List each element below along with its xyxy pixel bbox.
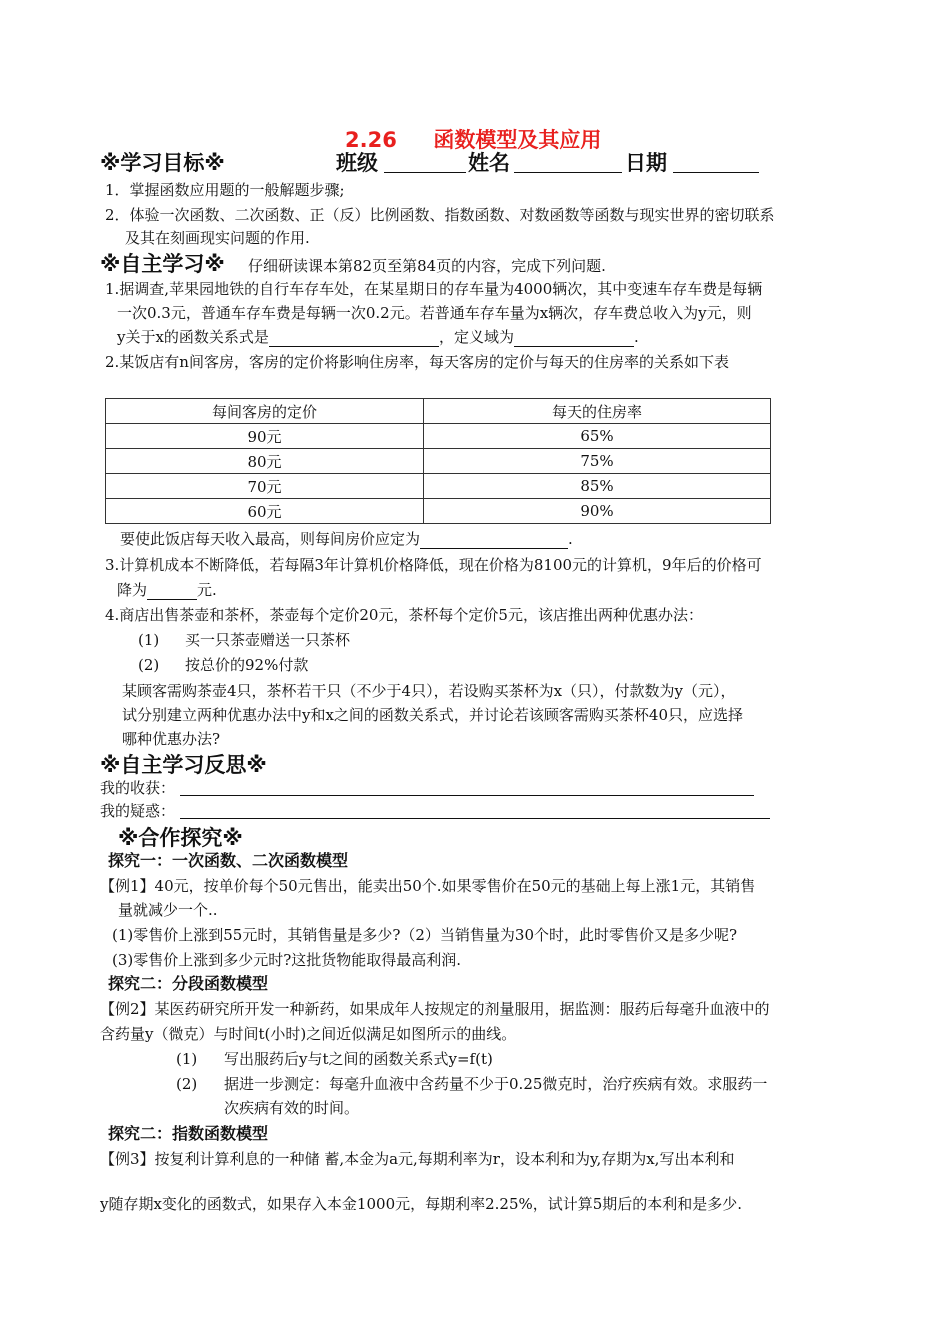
gain-field[interactable] (180, 795, 754, 796)
q2-after-end: . (568, 530, 573, 548)
table-cell: 85% (424, 474, 771, 499)
example-3-text: 按复利计算利息的一种储 蓄,本金为a元,每期利率为r，设本利和为y,存期为x,写出本利和 (154, 1150, 735, 1168)
gain-label: 我的收获： (100, 779, 176, 797)
table-cell: 90元 (106, 424, 424, 449)
q4-option1-number: (1) (138, 631, 160, 649)
class-label: 班级 (336, 151, 378, 175)
q1-line3-mid: ，定义域为 (438, 328, 514, 346)
self-study-intro: 仔细研读课本第82页至第84页的内容，完成下列问题. (248, 257, 606, 275)
q1-line3-prefix: y关于x的函数关系式是 (117, 328, 269, 346)
q3-line2 (117, 580, 217, 600)
q1-line2: 一次0.3元，普通车存车费是每辆一次0.2元。若普通车存车量为x辆次，存车费总收入为y元，则 (117, 304, 752, 322)
room-rate-table (105, 398, 771, 524)
example-2-sub2-line2: 次疾病有效的时间。 (224, 1099, 360, 1117)
q2-price-blank[interactable] (420, 530, 568, 549)
q4-option1: 买一只茶壶赠送一只茶杯 (185, 631, 351, 649)
q4-line2: 某顾客需购茶壶4只，茶杯若干只（不少于4只），若设购买茶杯为x（只），付款数为y（元）， (122, 682, 736, 700)
example-2-sub1-number: (1) (176, 1050, 198, 1068)
example-3-tag: 【例3】 (100, 1150, 155, 1168)
goal-1: 1．掌握函数应用题的一般解题步骤; (105, 181, 345, 199)
goal-2-line1: 2．体验一次函数、二次函数、正（反）比例函数、指数函数、对数函数等函数与现实世界的密切联系 (105, 206, 775, 224)
goals-heading: ※学习目标※ (100, 151, 225, 175)
example-1-tag: 【例1】 (100, 877, 155, 895)
explore-3-heading: 探究二：指数函数模型 (108, 1124, 269, 1143)
table-row (106, 499, 771, 524)
example-3-line2: y随存期x变化的函数式，如果存入本金1000元，每期利率2.25%，试计算5期后的本利和是多少. (100, 1195, 743, 1213)
table-row (106, 474, 771, 499)
table-cell: 90% (424, 499, 771, 524)
q3-price-blank[interactable] (147, 581, 197, 600)
q4-option2-number: (2) (138, 656, 160, 674)
date-field[interactable] (673, 172, 759, 173)
example-2-sub2-line1: 据进一步测定：每毫升血液中含药量不少于0.25微克时，治疗疾病有效。求服药一 (224, 1075, 768, 1093)
name-label: 姓名 (468, 151, 510, 175)
doubt-label: 我的疑惑： (100, 802, 176, 820)
q3-line1: 3.计算机成本不断降低，若每隔3年计算机价格降低，现在价格为8100元的计算机，9年后的价格可 (105, 556, 762, 574)
self-study-heading: ※自主学习※ (100, 252, 225, 276)
q2-line1: 2.某饭店有n间客房，客房的定价将影响住房率，每天客房的定价与每天的住房率的关系如下表 (105, 353, 729, 371)
date-label: 日期 (625, 151, 667, 175)
table-cell: 60元 (106, 499, 424, 524)
table-header-row (106, 399, 771, 424)
doubt-field[interactable] (180, 818, 770, 819)
example-1-line2: 量就减少一个.. (118, 901, 218, 919)
goal-2-line2: 及其在刻画现实问题的作用. (125, 229, 310, 247)
table-cell: 80元 (106, 449, 424, 474)
q1-line3 (117, 327, 639, 347)
page-title: 2.26 函数模型及其应用 (345, 128, 602, 152)
q4-line1: 4.商店出售茶壶和茶杯，茶壶每个定价20元，茶杯每个定价5元，该店推出两种优惠办法： (105, 606, 703, 624)
table-header: 每天的住房率 (424, 399, 771, 424)
q2-after-text: 要使此饭店每天收入最高，则每间房价应定为 (120, 530, 421, 548)
name-field[interactable] (514, 172, 622, 173)
table-cell: 70元 (106, 474, 424, 499)
reflection-heading: ※自主学习反思※ (100, 753, 267, 777)
q3-line2-end: 元. (197, 581, 217, 599)
q4-line4: 哪种优惠办法? (122, 730, 221, 748)
example-1-line4: (3)零售价上涨到多少元时?这批货物能取得最高利润. (112, 951, 462, 969)
class-field[interactable] (384, 172, 466, 173)
q2-after (120, 529, 573, 549)
example-2-tag: 【例2】 (100, 1000, 155, 1018)
q1-domain-blank[interactable] (514, 328, 634, 347)
example-3-line1 (100, 1149, 734, 1169)
example-2-text: 某医药研究所开发一种新药，如果成年人按规定的剂量服用，据监测：服药后每毫升血液中的 (154, 1000, 770, 1018)
table-header: 每间客房的定价 (106, 399, 424, 424)
explore-2-heading: 探究二：分段函数模型 (108, 974, 269, 993)
table-row (106, 424, 771, 449)
example-1-line1 (100, 876, 755, 896)
q1-line3-end: . (633, 328, 639, 346)
q1-answer-blank[interactable] (269, 328, 439, 347)
q4-option2: 按总价的92%付款 (185, 656, 309, 674)
q3-line2-prefix: 降为 (117, 581, 148, 599)
table-cell: 65% (424, 424, 771, 449)
example-2-line1 (100, 999, 770, 1019)
table-cell: 75% (424, 449, 771, 474)
q4-line3: 试分别建立两种优惠办法中y和x之间的函数关系式，并讨论若该顾客需购买茶杯40只，应选择 (122, 706, 744, 724)
example-2-sub2-number: (2) (176, 1075, 198, 1093)
example-1-line3: (1)零售价上涨到55元时，其销售量是多少?（2）当销售量为30个时，此时零售价又是多少呢? (112, 926, 738, 944)
example-1-text: 40元，按单价每个50元售出，能卖出50个.如果零售价在50元的基础上每上涨1元，其销售 (154, 877, 756, 895)
coop-heading: ※合作探究※ (118, 826, 243, 850)
table-row (106, 449, 771, 474)
explore-1-heading: 探究一：一次函数、二次函数模型 (108, 851, 349, 870)
example-2-line2: 含药量y（微克）与时间t(小时)之间近似满足如图所示的曲线。 (100, 1025, 517, 1043)
q1-line1: 1.据调查,苹果园地铁的自行车存车处，在某星期日的存车量为4000辆次，其中变速车存车费是每辆 (105, 280, 763, 298)
example-2-sub1: 写出服药后y与t之间的函数关系式y=f(t) (224, 1050, 493, 1068)
